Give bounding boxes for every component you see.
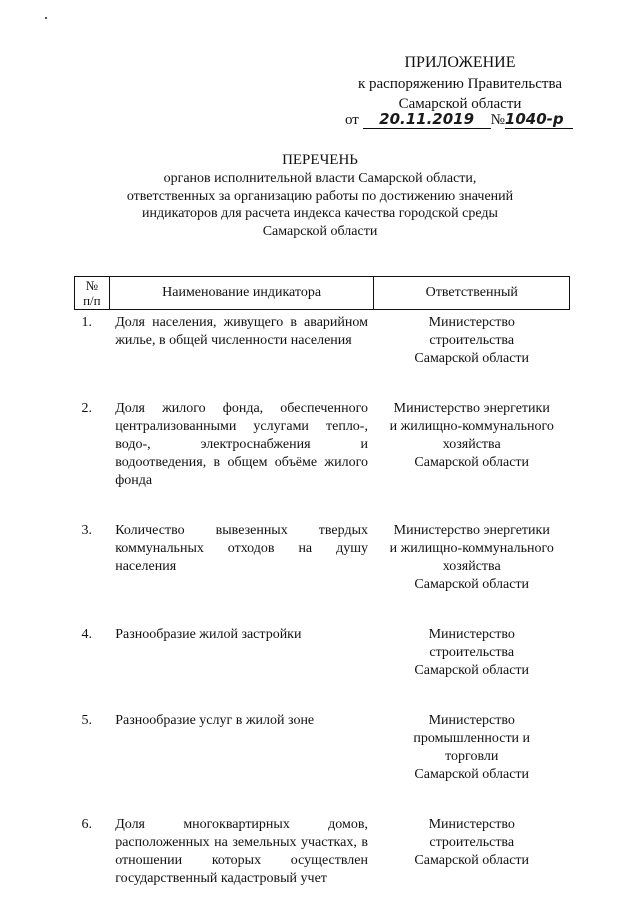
decree-reference — [345, 110, 573, 129]
table-row — [75, 518, 570, 622]
indicators-table — [74, 276, 570, 916]
responsible-line: строительства — [374, 644, 570, 662]
document-subtitle-line: органов исполнительной власти Самарской области, — [120, 170, 520, 188]
appendix-line-1: к распоряжению Правительства — [340, 74, 580, 94]
responsible-line: Министерство энергетики — [374, 400, 570, 418]
responsible-line: Министерство энергетики — [374, 522, 570, 540]
document-subtitle-line: индикаторов для расчета индекса качества городской среды — [120, 205, 520, 223]
responsible-line: Министерство — [374, 712, 570, 730]
responsible-line: хозяйства — [374, 558, 570, 576]
responsible-line: Самарской области — [374, 454, 570, 472]
document-heading: ПЕРЕЧЕНЬ — [120, 150, 520, 170]
decree-date: 20.11.2019 — [363, 110, 491, 129]
row-number: 3. — [75, 518, 110, 622]
row-number: 2. — [75, 396, 110, 518]
responsible-body — [374, 708, 570, 812]
decree-number: 1040-р — [505, 110, 573, 129]
indicator-name: Количество вывезенных твердых коммунальных отходов на душу населения — [109, 518, 374, 622]
responsible-body — [374, 622, 570, 708]
appendix-line-2: Самарской области — [340, 94, 580, 114]
row-number: 1. — [75, 310, 110, 397]
indicator-name: Разнообразие услуг в жилой зоне — [109, 708, 374, 812]
document-subtitle-line: Самарской области — [120, 223, 520, 241]
responsible-line: Министерство — [374, 314, 570, 332]
responsible-line: Самарской области — [374, 766, 570, 784]
document-title-block — [120, 150, 520, 240]
header-number — [75, 277, 110, 310]
indicator-name: Доля населения, живущего в аварийном жилье, в общей численности населения — [109, 310, 374, 397]
responsible-line: Министерство — [374, 816, 570, 834]
responsible-body — [374, 518, 570, 622]
responsible-line: строительства — [374, 834, 570, 852]
scan-speck — [45, 17, 47, 19]
appendix-title: ПРИЛОЖЕНИЕ — [340, 52, 580, 74]
responsible-line: Самарской области — [374, 576, 570, 594]
responsible-line: Министерство — [374, 626, 570, 644]
indicator-name: Доля многоквартирных домов, расположенных на земельных участках, в отношении которых осуществлен государственный кадастровый учет — [109, 812, 374, 916]
appendix-block — [340, 52, 580, 114]
row-number: 5. — [75, 708, 110, 812]
indicator-name: Разнообразие жилой застройки — [109, 622, 374, 708]
document-subtitle-line: ответственных за организацию работы по достижению значений — [120, 188, 520, 206]
table-row — [75, 812, 570, 916]
table-row — [75, 396, 570, 518]
responsible-line: Самарской области — [374, 852, 570, 870]
responsible-line: Самарской области — [374, 350, 570, 368]
header-number-line-1: № — [75, 278, 109, 293]
table-row — [75, 622, 570, 708]
row-number: 6. — [75, 812, 110, 916]
responsible-body — [374, 310, 570, 397]
responsible-body — [374, 812, 570, 916]
responsible-line: торговли — [374, 748, 570, 766]
responsible-line: Самарской области — [374, 662, 570, 680]
table-row — [75, 310, 570, 397]
responsible-line: и жилищно-коммунального — [374, 540, 570, 558]
decree-prefix: от — [345, 112, 359, 128]
responsible-line: и жилищно-коммунального — [374, 418, 570, 436]
table-header-row — [75, 277, 570, 310]
table-body — [75, 310, 570, 916]
header-responsible: Ответственный — [374, 277, 570, 310]
indicator-name: Доля жилого фонда, обеспеченного централизованными услугами тепло-, водо-, электроснабжения и водоотведения, в общем объёме жилого фонда — [109, 396, 374, 518]
decree-number-sign: № — [491, 112, 505, 128]
responsible-body — [374, 396, 570, 518]
responsible-line: хозяйства — [374, 436, 570, 454]
responsible-line: промышленности и — [374, 730, 570, 748]
header-number-line-2: п/п — [75, 293, 109, 308]
header-indicator-name: Наименование индикатора — [109, 277, 374, 310]
table-row — [75, 708, 570, 812]
row-number: 4. — [75, 622, 110, 708]
responsible-line: строительства — [374, 332, 570, 350]
